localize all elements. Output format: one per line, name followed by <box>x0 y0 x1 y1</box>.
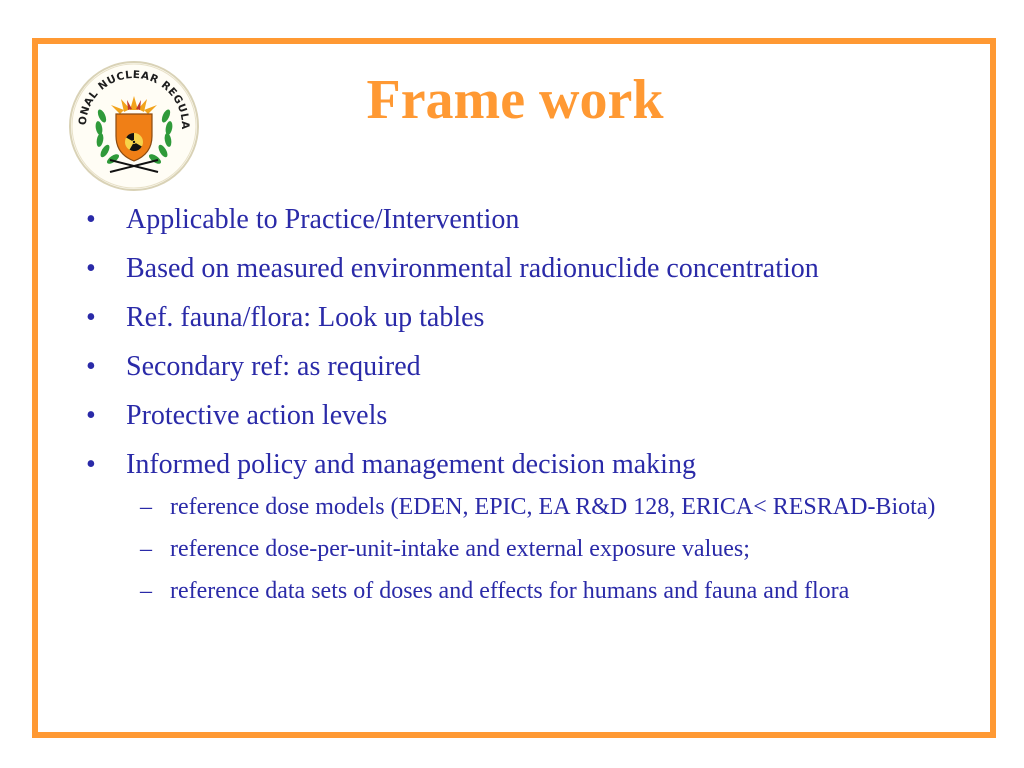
bullet-text: Secondary ref: as required <box>126 351 421 382</box>
sub-bullet-item <box>126 490 944 524</box>
bullet-text: Based on measured environmental radionuclide concentration <box>126 253 819 284</box>
bullet-marker: • <box>86 302 96 333</box>
bullet-list <box>84 200 944 618</box>
sub-bullet-marker: – <box>140 536 152 562</box>
sub-bullet-item <box>126 574 944 608</box>
bullet-text: Ref. fauna/flora: Look up tables <box>126 302 485 333</box>
sub-bullet-text: reference dose-per-unit-intake and external exposure values; <box>170 536 750 562</box>
bullet-text: Applicable to Practice/Intervention <box>126 204 520 235</box>
bullet-text: Informed policy and management decision making <box>126 449 696 480</box>
sub-bullet-marker: – <box>140 494 152 520</box>
bullet-marker: • <box>86 351 96 382</box>
bullet-item <box>84 396 944 435</box>
sub-bullet-marker: – <box>140 578 152 604</box>
sub-bullet-text: reference data sets of doses and effects for humans and fauna and flora <box>170 578 850 604</box>
sub-bullet-text: reference dose models (EDEN, EPIC, EA R&D 128, ERICA< RESRAD-Biota) <box>170 494 936 520</box>
nnr-logo <box>66 58 202 194</box>
sub-bullet-item <box>126 532 944 566</box>
nnr-logo-emblem <box>66 58 202 194</box>
bullet-marker: • <box>86 400 96 431</box>
bullet-item <box>84 445 944 608</box>
sub-bullet-list <box>126 490 944 608</box>
bullet-text: Protective action levels <box>126 400 388 431</box>
bullet-marker: • <box>86 449 96 480</box>
bullet-item <box>84 298 944 337</box>
bullet-marker: • <box>86 204 96 235</box>
bullet-marker: • <box>86 253 96 284</box>
bullet-item <box>84 347 944 386</box>
bullet-item <box>84 200 944 239</box>
slide-title: Frame work <box>366 69 664 131</box>
logo-ring-text: ONAL NUCLEAR REGULA <box>76 68 192 130</box>
bullet-item <box>84 249 944 288</box>
